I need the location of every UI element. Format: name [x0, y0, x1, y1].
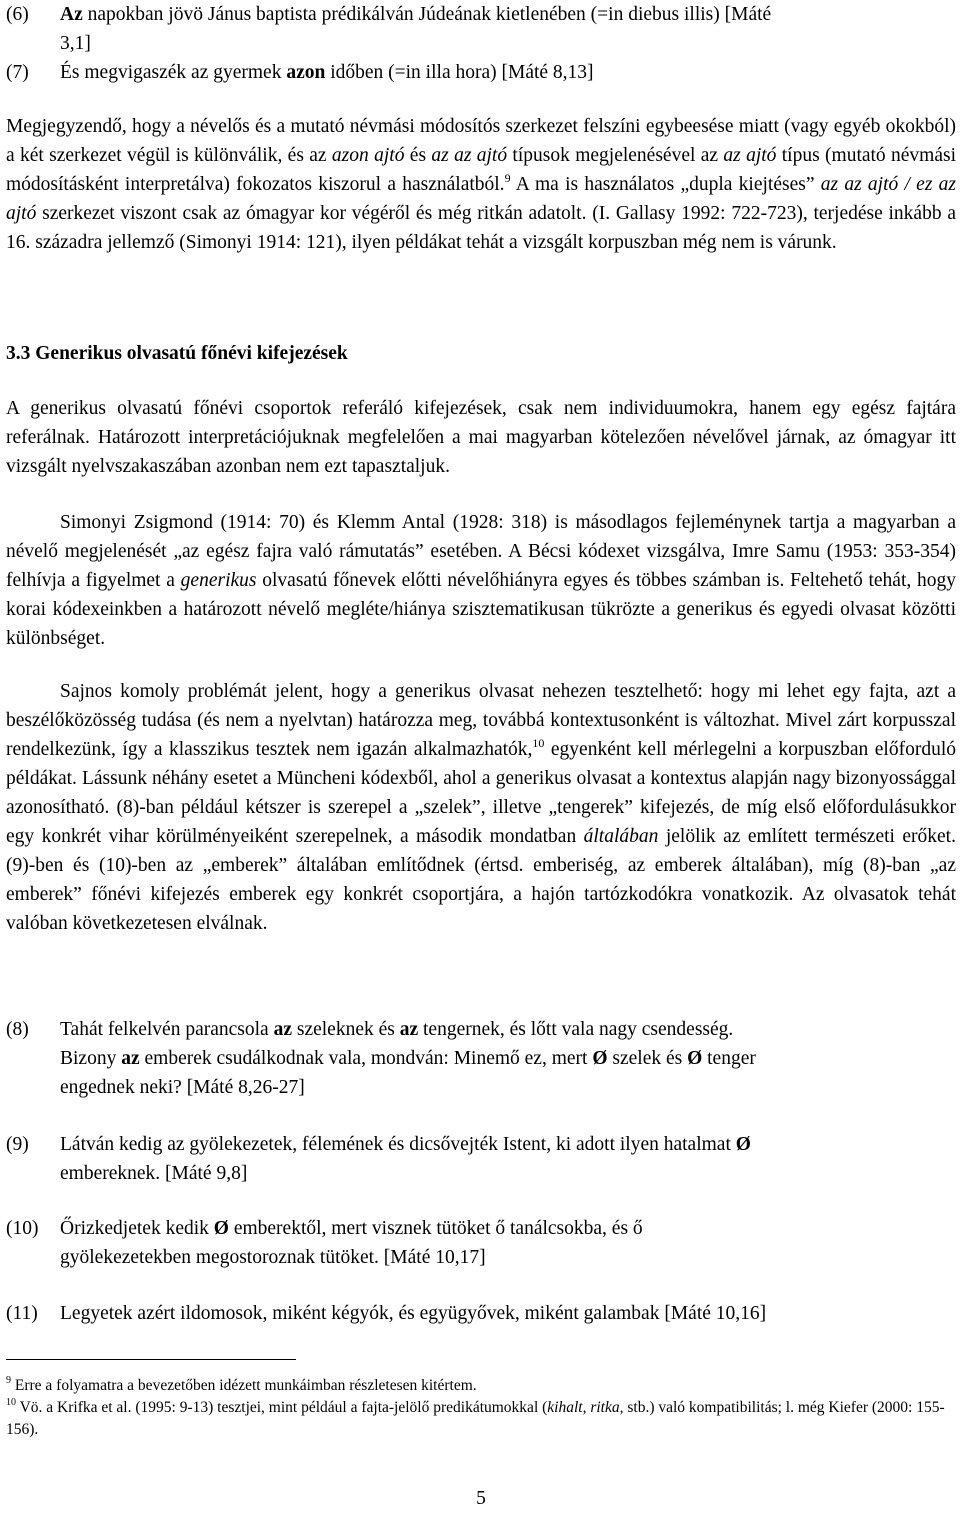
paragraph-2: A generikus olvasatú főnévi csoportok referáló kifejezések, csak nem individuumokra, hanem egy egész fajtára referálnak. Határozott interpretációjuknak megfelelően a mai magyarban kötelezően névelővel járnak, az ómagyar itt vizsgált nyelvszakaszában azonban nem ezt tapasztaljuk. [6, 398, 956, 477]
example-6 [6, 0, 956, 58]
paragraph-text: szerkezet viszont csak az ómagyar kor végéről és még ritkán adatolt. (I. Gallasy 1992: 722-723), terjedése inkább a 16. századra jellemző (Simonyi 1914: 121), ilyen példákat tehát a vizsgált korpuszban még nem is várunk. [6, 203, 956, 253]
italic-term: kihalt, ritka, [547, 1399, 624, 1416]
paragraph-text: A ma is használatos „dupla kiejtéses” [510, 174, 821, 195]
footnote-marker: 9 [6, 1375, 11, 1386]
example-10 [6, 1214, 956, 1272]
paragraph-text: Megjegyzendő, hogy a névelős és a mutató névmási módosítós szerkezet felszíni egybeesése miatt (vagy egyéb okokból) a két szerkezet végül is különválik, és az [6, 116, 956, 166]
example-number: (9) [6, 1134, 29, 1155]
example-11 [6, 1299, 956, 1328]
example-text: tengernek, és lőtt vala nagy csendesség. [418, 1019, 734, 1040]
example-text: időben (=in illa hora) [Máté 8,13] [325, 62, 594, 83]
footnote-text: stb.) való kompatibilitás; l. még Kiefer (2000: 155-156). [6, 1399, 945, 1438]
paragraph-text: egyenként kell mérlegelni a korpuszban előforduló példákat. Lássunk néhány esetet a Müncheni kódexből, ahol a generikus olvasat a kontextus alapján nagy bizonyossággal azonosítható. (8)-ban például kétszer is szerepel a „szelek”, illetve „tengerek” kifejezés, de míg első előfordulásukkor egy konkrét vihar körülményeiként szerepelnek, a második mondatban [6, 739, 956, 847]
example-text: szeleknek és [291, 1019, 400, 1040]
italic-example: az az ajtó [431, 145, 508, 166]
italic-term: generikus [180, 570, 257, 591]
example-text: emberek csudálkodnak vala, mondván: Minemő ez, mert [139, 1048, 593, 1069]
footnote-ref[interactable]: 10 [532, 736, 545, 750]
example-line: engednek neki? [Máté 8,26-27] [60, 1077, 305, 1098]
example-line [60, 1015, 956, 1044]
bold-article: Az [60, 4, 83, 25]
example-line [60, 1214, 956, 1243]
example-text: Őrizkedjetek kedik [60, 1218, 214, 1239]
example-number: (11) [6, 1303, 38, 1324]
example-text: tenger [702, 1048, 756, 1069]
example-line: gyölekezetekben megostoroznak tütöket. [Máté 10,17] [60, 1247, 486, 1268]
paragraph-text: olvasatú főnevek előtti névelőhiányra egyes és többes számban is. Feltehető tehát, hogy korai kódexeinkben a határozott névelő megléte/hiánya szisztematikusan tükrözte a generikus és egyedi olvasat közötti különbséget. [6, 570, 956, 649]
example-number: (6) [6, 4, 29, 25]
example-line [60, 58, 956, 87]
example-number: (7) [6, 62, 29, 83]
example-line: Legyetek azért ildomosok, miként kégyók, és együgyővek, miként galambak [Máté 10,16] [60, 1303, 767, 1324]
example-text: napokban jövö Jánus baptista prédikálván Júdeának kietlenében (=in diebus illis) [Máté [82, 4, 772, 25]
example-line: 3,1] [60, 33, 91, 54]
zero-article: Ø [687, 1048, 703, 1069]
example-text: Tahát felkelvén parancsola [60, 1019, 274, 1040]
bold-article: azon [286, 62, 326, 83]
example-line: embereknek. [Máté 9,8] [60, 1163, 248, 1184]
zero-article: Ø [213, 1218, 229, 1239]
paragraph-text: típusok megjelenésével az [507, 145, 724, 166]
example-line [60, 1130, 956, 1159]
italic-example: azon ajtó [331, 145, 405, 166]
paragraph-text: jelölik az említett természeti erőket. (9)-ben és (10)-ben az „emberek” általában említődnek (értsd. emberiség, az emberek általában), míg (8)-ban „az emberek” főnévi kifejezés emberek egy konkrét csoportjára, a hajón tartózkodókra vonatkozik. Az olvasatok tehát valóban következetesen elválnak. [6, 826, 956, 934]
paragraph-text: és [404, 145, 432, 166]
example-9 [6, 1130, 956, 1188]
bold-article: az [121, 1048, 140, 1069]
example-text: És megvigaszék az gyermek [60, 62, 287, 83]
example-line [60, 0, 956, 29]
example-text: Bizony [60, 1048, 122, 1069]
example-text: szelek és [607, 1048, 688, 1069]
footnote-ref[interactable]: 9 [504, 171, 511, 185]
example-number: (10) [6, 1218, 39, 1239]
example-line [60, 1044, 956, 1073]
section-heading: 3.3 Generikus olvasatú főnévi kifejezések [6, 343, 348, 364]
italic-term: általában [583, 826, 659, 847]
paragraph-text: Sajnos komoly problémát jelent, hogy a generikus olvasat nehezen tesztelhető: hogy mi lehet egy fajta, azt a beszélőközösség tudása (és nem a nyelvtan) határozza meg, továbbá kontextusonként is változhat. Mivel zárt korpusszal rendelkezünk, így a klasszikus tesztek nem igazán alkalmazhatók, [6, 681, 956, 760]
example-text: Látván kedig az gyölekezetek, félemének és dicsővejték Istent, ki adott ilyen hatalmat [60, 1134, 736, 1155]
footnote-text: Vö. a Krifka et al. (1995: 9-13) tesztjei, mint például a fajta-jelölő predikátumokkal ( [16, 1399, 548, 1416]
example-number: (8) [6, 1019, 29, 1040]
footnote-marker: 10 [6, 1397, 16, 1408]
paragraph-text: típus (mutató névmási módosításként interpretálva) fokozatos kiszorul a használatból. [6, 145, 957, 195]
paragraph-3 [6, 508, 956, 653]
footnote-divider [6, 1359, 296, 1360]
footnote-text: Erre a folyamatra a bevezetőben idézett munkáimban részletesen kitértem. [11, 1377, 477, 1394]
zero-article: Ø [735, 1134, 751, 1155]
paragraph-1 [6, 112, 956, 257]
bold-article: az [273, 1019, 292, 1040]
bold-article: az [399, 1019, 419, 1040]
italic-example: az ajtó [723, 145, 777, 166]
example-text: emberektől, mert visznek tütöket ő tanálcsokba, és ő [228, 1218, 643, 1239]
paragraph-4 [6, 677, 956, 938]
zero-article: Ø [592, 1048, 608, 1069]
italic-example: az az ajtó / ez az ajtó [6, 174, 956, 224]
paragraph-text: Simonyi Zsigmond (1914: 70) és Klemm Antal (1928: 318) is másodlagos fejleménynek tartja a magyarban a névelő megjelenését „az egész fajra való rámutatás” esetében. A Bécsi kódexet vizsgálva, Imre Samu (1953: 353-354) felhívja a figyelmet a [6, 512, 956, 591]
footnote-9 [6, 1375, 956, 1397]
example-7 [6, 58, 956, 87]
example-8 [6, 1015, 956, 1102]
footnote-10 [6, 1397, 956, 1441]
page-number: 5 [476, 1488, 486, 1509]
